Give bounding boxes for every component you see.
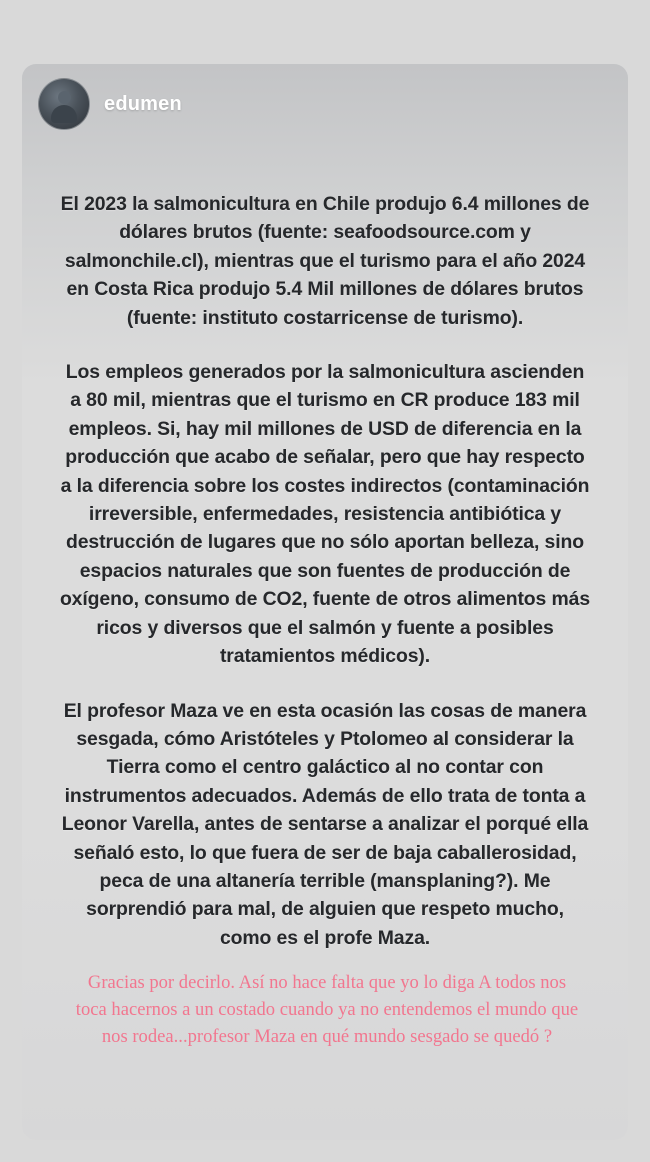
story-paragraph: Los empleos generados por la salmonicultura ascienden a 80 mil, mientras que el turismo en CR produce 183 mil empleos. Si, hay mil millones de USD de diferencia en la producción que acabo de señalar, pero que hay respecto a la diferencia sobre los costes indirectos (contaminación irreversible, enfermedades, resistencia antibiótica y destrucción de lugares que no sólo aportan belleza, sino espacios naturales que son fuentes de producción de oxígeno, consumo de CO2, fuente de otros alimentos más ricos y diversos que el salmón y fuente a posibles tratamientos médicos).: [59, 361, 591, 668]
avatar[interactable]: [38, 78, 90, 130]
story-paragraph: El 2023 la salmonicultura en Chile produjo 6.4 millones de dólares brutos (fuente: seafoodsource.com y salmonchile.cl), mientras que el turismo para el año 2024 en Costa Rica produjo 5.4 Mil millones de dólares brutos (fuente: instituto costarricense de turismo).: [60, 193, 590, 329]
reply-block: [72, 969, 582, 1050]
story-header: [38, 78, 182, 130]
story-card: [22, 64, 628, 1140]
username-label[interactable]: edumen: [104, 92, 182, 115]
story-text-block: [58, 190, 592, 952]
reply-text: Gracias por decirlo. Así no hace falta que yo lo diga A todos nos toca hacernos a un costado cuando ya no entendemos el mundo que nos rodea...profesor Maza en qué mundo sesgado se quedó ?: [75, 972, 579, 1047]
story-paragraph: El profesor Maza ve en esta ocasión las cosas de manera sesgada, cómo Aristóteles y Ptolomeo al considerar la Tierra como el centro galáctico al no contar con instrumentos adecuados. Además de ello trata de tonta a Leonor Varella, antes de sentarse a analizar el porqué ella señaló esto, lo que fuera de ser de baja caballerosidad, peca de una altanería terrible (mansplaning?). Me sorprendió para mal, de alguien que respeto mucho, como es el profe Maza.: [61, 699, 589, 949]
